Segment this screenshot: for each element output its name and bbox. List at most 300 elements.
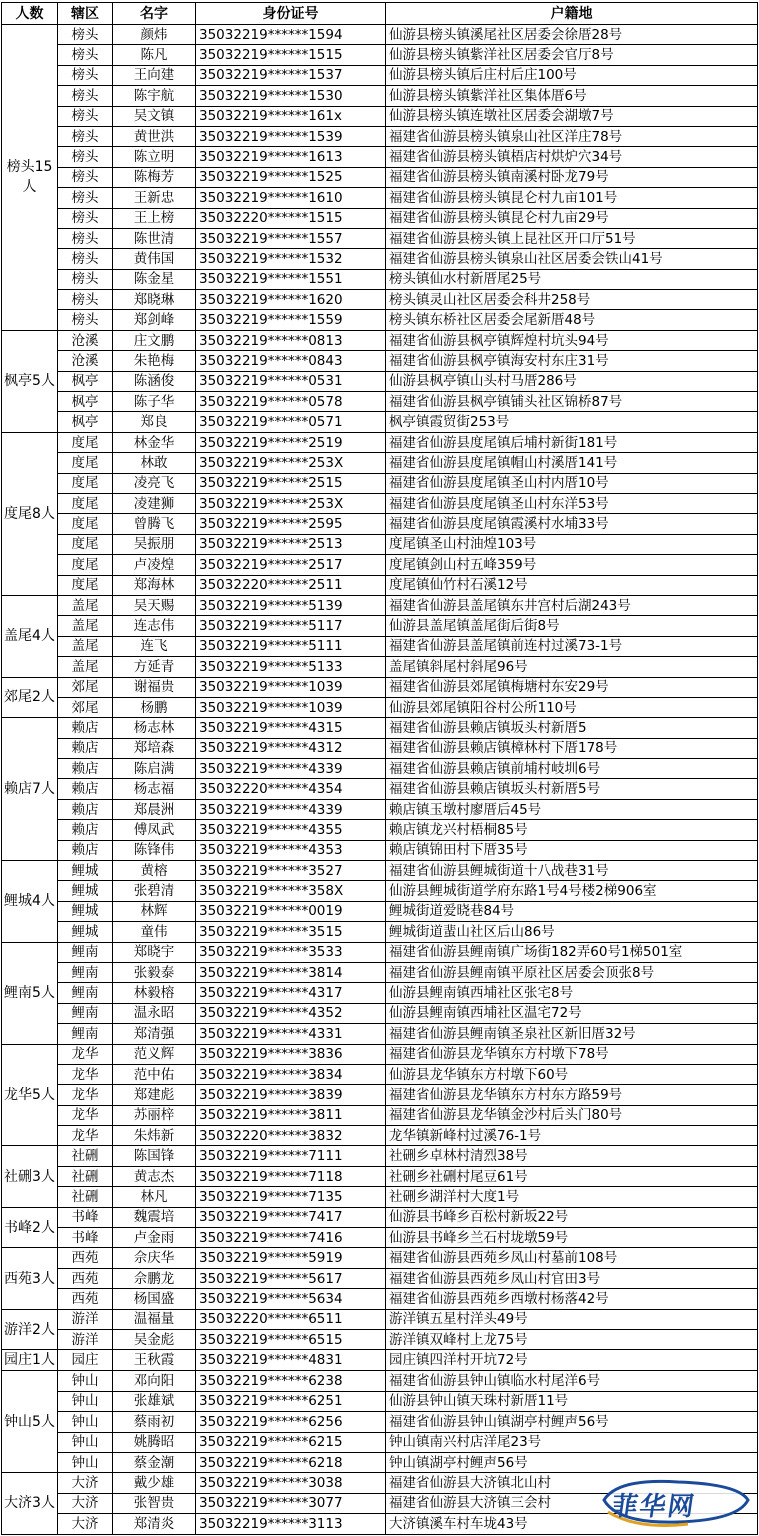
district-cell: 鲤城: [58, 861, 113, 881]
household-cell: 仙游县榜头镇紫洋社区集体厝6号: [386, 86, 758, 106]
table-row: [2, 1126, 758, 1146]
table-row: [2, 1248, 758, 1268]
district-cell: 钟山: [58, 1412, 113, 1432]
table-row: [2, 575, 758, 595]
table-row: [2, 962, 758, 982]
id-number-cell: 35032220******6511: [196, 1309, 386, 1329]
name-cell: 卢凌煌: [113, 555, 196, 575]
district-cell: 榜头: [58, 310, 113, 330]
name-cell: 吴金彪: [113, 1330, 196, 1350]
id-number-cell: 35032219******3038: [196, 1473, 386, 1493]
household-cell: 福建省仙游县钟山镇湖亭村鲤声56号: [386, 1412, 758, 1432]
id-number-cell: 35032219******4331: [196, 1024, 386, 1044]
district-cell: 鲤城: [58, 901, 113, 921]
district-cell: 赖店: [58, 779, 113, 799]
name-cell: 朱艳梅: [113, 351, 196, 371]
district-cell: 龙华: [58, 1044, 113, 1064]
district-cell: 榜头: [58, 188, 113, 208]
district-cell: 鲤南: [58, 942, 113, 962]
household-cell: 福建省仙游县郊尾镇梅塘村东安29号: [386, 677, 758, 697]
table-row: [2, 1105, 758, 1125]
table-row: [2, 208, 758, 228]
table-row: [2, 126, 758, 146]
id-number-cell: 35032219******1537: [196, 65, 386, 85]
table-row: [2, 1228, 758, 1248]
district-cell: 枫亭: [58, 371, 113, 391]
district-cell: 鲤南: [58, 1024, 113, 1044]
name-cell: 郑清炎: [113, 1514, 196, 1534]
table-row: [2, 228, 758, 248]
group-count-cell: 榜头15人: [2, 25, 58, 331]
id-number-cell: 35032219******0813: [196, 330, 386, 350]
table-row: [2, 1371, 758, 1391]
table-row: [2, 738, 758, 758]
id-number-cell: 35032219******6251: [196, 1391, 386, 1411]
name-cell: 郑良: [113, 412, 196, 432]
household-cell: 福建省仙游县龙华镇金沙村后头门80号: [386, 1105, 758, 1125]
id-number-cell: 35032219******3811: [196, 1105, 386, 1125]
table-row: [2, 249, 758, 269]
household-cell: 福建省仙游县龙华镇东方村东方路59号: [386, 1085, 758, 1105]
name-cell: 郑晨洲: [113, 799, 196, 819]
name-cell: 郑晓琳: [113, 290, 196, 310]
name-cell: 卢金雨: [113, 1228, 196, 1248]
household-cell: 仙游县盖尾镇盖尾街后街8号: [386, 616, 758, 636]
id-number-cell: 35032219******4352: [196, 1003, 386, 1023]
district-cell: 园庄: [58, 1350, 113, 1371]
district-cell: 度尾: [58, 432, 113, 452]
household-cell: 仙游县枫亭镇山头村马厝286号: [386, 371, 758, 391]
district-cell: 榜头: [58, 290, 113, 310]
district-cell: 榜头: [58, 249, 113, 269]
table-row: [2, 1330, 758, 1350]
table-row: [2, 677, 758, 697]
id-number-cell: 35032219******1620: [196, 290, 386, 310]
table-row: [2, 1391, 758, 1411]
district-cell: 赖店: [58, 820, 113, 840]
id-number-cell: 35032220******1515: [196, 208, 386, 228]
household-cell: 度尾镇圣山村油煌103号: [386, 534, 758, 554]
id-number-cell: 35032219******3077: [196, 1493, 386, 1513]
name-cell: 王新忠: [113, 188, 196, 208]
group-count-cell: 度尾8人: [2, 432, 58, 595]
id-number-cell: 35032219******5634: [196, 1289, 386, 1309]
table-row: [2, 65, 758, 85]
id-number-cell: 35032219******1039: [196, 677, 386, 697]
id-number-cell: 35032219******1559: [196, 310, 386, 330]
table-row: [2, 453, 758, 473]
household-cell: 福建省仙游县龙华镇东方村墩下78号: [386, 1044, 758, 1064]
id-number-cell: 35032219******6218: [196, 1452, 386, 1472]
household-cell: 福建省仙游县盖尾镇东井宫村后湖243号: [386, 595, 758, 615]
name-cell: 曾腾飞: [113, 514, 196, 534]
household-cell: 仙游县鲤南镇西埔社区温宅72号: [386, 1003, 758, 1023]
table-row: [2, 432, 758, 452]
district-cell: 榜头: [58, 269, 113, 289]
name-cell: 郑剑峰: [113, 310, 196, 330]
district-cell: 龙华: [58, 1105, 113, 1125]
name-cell: 连志伟: [113, 616, 196, 636]
household-cell: 福建省仙游县西苑乡凤山村墓前108号: [386, 1248, 758, 1268]
district-cell: 钟山: [58, 1391, 113, 1411]
name-cell: 陈世清: [113, 228, 196, 248]
table-row: [2, 1187, 758, 1207]
district-cell: 盖尾: [58, 657, 113, 677]
table-row: [2, 1003, 758, 1023]
name-cell: 张智贵: [113, 1493, 196, 1513]
name-cell: 张雄斌: [113, 1391, 196, 1411]
table-row: [2, 779, 758, 799]
table-header: [2, 3, 758, 25]
household-cell: 鲤城街道蜚山社区后山86号: [386, 922, 758, 942]
household-cell: 园庄镇四洋村开坑72号: [386, 1350, 758, 1371]
table-row: [2, 901, 758, 921]
table-row: [2, 657, 758, 677]
name-cell: 林辉: [113, 901, 196, 921]
household-cell: 福建省仙游县榜头镇泉山社区洋庄78号: [386, 126, 758, 146]
household-cell: 福建省仙游县赖店镇坂头村新厝5号: [386, 779, 758, 799]
table-row: [2, 514, 758, 534]
id-number-cell: 35032219******1539: [196, 126, 386, 146]
household-cell: 福建省仙游县西苑乡凤山村官田3号: [386, 1268, 758, 1288]
district-cell: 龙华: [58, 1085, 113, 1105]
header-district: 辖区: [58, 3, 113, 25]
district-cell: 书峰: [58, 1207, 113, 1227]
household-cell: 福建省仙游县鲤南镇平原社区居委会顶张8号: [386, 962, 758, 982]
district-cell: 郊尾: [58, 677, 113, 697]
district-cell: 鲤南: [58, 962, 113, 982]
name-cell: 张毅泰: [113, 962, 196, 982]
household-cell: 福建省仙游县赖店镇前埔村岐圳6号: [386, 759, 758, 779]
name-cell: 范中佑: [113, 1064, 196, 1084]
group-count-cell: 郊尾2人: [2, 677, 58, 718]
household-cell: 钟山镇南兴村店洋尾23号: [386, 1432, 758, 1452]
name-cell: 郑海林: [113, 575, 196, 595]
household-cell: 仙游县龙华镇东方村墩下60号: [386, 1064, 758, 1084]
household-cell: 枫亭镇霞贸街253号: [386, 412, 758, 432]
id-number-cell: 35032219******358X: [196, 881, 386, 901]
id-number-cell: 35032219******0571: [196, 412, 386, 432]
table-row: [2, 881, 758, 901]
district-cell: 榜头: [58, 147, 113, 167]
household-cell: 福建省仙游县度尾镇帽山村溪厝141号: [386, 453, 758, 473]
household-cell: 榜头镇灵山社区居委会科井258号: [386, 290, 758, 310]
name-cell: 郑晓宇: [113, 942, 196, 962]
id-number-cell: 35032219******4317: [196, 983, 386, 1003]
name-cell: 杨鹏: [113, 697, 196, 717]
household-cell: 福建省仙游县度尾镇霞溪村水埔33号: [386, 514, 758, 534]
id-number-cell: 35032219******4353: [196, 840, 386, 860]
name-cell: 吴天赐: [113, 595, 196, 615]
district-cell: 龙华: [58, 1126, 113, 1146]
household-cell: 福建省仙游县大济镇三会村: [386, 1493, 758, 1513]
table-row: [2, 840, 758, 860]
table-row: [2, 351, 758, 371]
name-cell: 佘鹏龙: [113, 1268, 196, 1288]
name-cell: 杨志林: [113, 718, 196, 738]
table-row: [2, 1268, 758, 1288]
name-cell: 陈国锋: [113, 1146, 196, 1166]
household-cell: 福建省仙游县大济镇北山村: [386, 1473, 758, 1493]
name-cell: 方延青: [113, 657, 196, 677]
id-number-cell: 35032219******4339: [196, 799, 386, 819]
id-number-cell: 35032219******7111: [196, 1146, 386, 1166]
district-cell: 郊尾: [58, 697, 113, 717]
table-row: [2, 1432, 758, 1452]
group-count-cell: 书峰2人: [2, 1207, 58, 1248]
table-row: [2, 493, 758, 513]
district-cell: 赖店: [58, 759, 113, 779]
district-cell: 游洋: [58, 1330, 113, 1350]
name-cell: 陈宇航: [113, 86, 196, 106]
household-cell: 仙游县郊尾镇阳谷村公所110号: [386, 697, 758, 717]
table-row: [2, 147, 758, 167]
household-cell: 社硎乡湖洋村大度1号: [386, 1187, 758, 1207]
name-cell: 王向建: [113, 65, 196, 85]
household-cell: 福建省仙游县赖店镇樟林村下厝178号: [386, 738, 758, 758]
table-row: [2, 167, 758, 187]
name-cell: 黄志杰: [113, 1166, 196, 1186]
household-cell: 福建省仙游县榜头镇昆仑村九亩29号: [386, 208, 758, 228]
name-cell: 佘庆华: [113, 1248, 196, 1268]
id-number-cell: 35032219******5111: [196, 636, 386, 656]
name-cell: 朱炜新: [113, 1126, 196, 1146]
name-cell: 陈梅芳: [113, 167, 196, 187]
household-cell: 福建省仙游县鲤城街道十八战巷31号: [386, 861, 758, 881]
name-cell: 邓向阳: [113, 1371, 196, 1391]
district-cell: 赖店: [58, 738, 113, 758]
id-number-cell: 35032219******3533: [196, 942, 386, 962]
district-cell: 书峰: [58, 1228, 113, 1248]
household-cell: 游洋镇五星村洋头49号: [386, 1309, 758, 1329]
household-cell: 仙游县鲤城街道学府东路1号4号楼2梯906室: [386, 881, 758, 901]
district-cell: 沧溪: [58, 330, 113, 350]
name-cell: 颜炜: [113, 25, 196, 45]
district-cell: 榜头: [58, 208, 113, 228]
id-number-cell: 35032220******3832: [196, 1126, 386, 1146]
name-cell: 吴振朋: [113, 534, 196, 554]
table-row: [2, 1412, 758, 1432]
header-count: 人数: [2, 3, 58, 25]
name-cell: 谢福贵: [113, 677, 196, 697]
name-cell: 傅凤武: [113, 820, 196, 840]
id-number-cell: 35032219******7417: [196, 1207, 386, 1227]
table-row: [2, 290, 758, 310]
id-number-cell: 35032219******161x: [196, 106, 386, 126]
table-row: [2, 1350, 758, 1371]
id-number-cell: 35032219******5919: [196, 1248, 386, 1268]
id-number-cell: 35032219******1530: [196, 86, 386, 106]
household-cell: 福建省仙游县盖尾镇前连村过溪73-1号: [386, 636, 758, 656]
table-row: [2, 106, 758, 126]
name-cell: 黄榕: [113, 861, 196, 881]
id-number-cell: 35032219******7118: [196, 1166, 386, 1186]
table-row: [2, 1024, 758, 1044]
name-cell: 陈启满: [113, 759, 196, 779]
id-number-cell: 35032219******6238: [196, 1371, 386, 1391]
name-cell: 连飞: [113, 636, 196, 656]
table-row: [2, 820, 758, 840]
household-cell: 仙游县榜头镇后庄村后庄100号: [386, 65, 758, 85]
district-cell: 鲤南: [58, 983, 113, 1003]
table-row: [2, 188, 758, 208]
id-number-cell: 35032219******4355: [196, 820, 386, 840]
table-row: [2, 595, 758, 615]
district-cell: 西苑: [58, 1268, 113, 1288]
id-number-cell: 35032219******2513: [196, 534, 386, 554]
table-row: [2, 371, 758, 391]
name-cell: 黄世洪: [113, 126, 196, 146]
id-number-cell: 35032219******1532: [196, 249, 386, 269]
table-row: [2, 718, 758, 738]
table-row: [2, 86, 758, 106]
id-number-cell: 35032219******1610: [196, 188, 386, 208]
name-cell: 苏丽梓: [113, 1105, 196, 1125]
household-cell: 仙游县钟山镇天珠村新厝11号: [386, 1391, 758, 1411]
id-number-cell: 35032219******3834: [196, 1064, 386, 1084]
name-cell: 童伟: [113, 922, 196, 942]
household-cell: 大济镇溪车村车垅43号: [386, 1514, 758, 1534]
group-count-cell: 盖尾4人: [2, 595, 58, 677]
household-cell: 福建省仙游县枫亭镇海安村东庄31号: [386, 351, 758, 371]
table-row: [2, 983, 758, 1003]
household-cell: 社硎乡社硎村尾豆61号: [386, 1166, 758, 1186]
household-cell: 赖店镇龙兴村梧桐85号: [386, 820, 758, 840]
id-number-cell: 35032219******2517: [196, 555, 386, 575]
household-cell: 仙游县书峰乡百松村新坂22号: [386, 1207, 758, 1227]
district-cell: 大济: [58, 1514, 113, 1534]
table-row: [2, 1085, 758, 1105]
name-cell: 林金华: [113, 432, 196, 452]
household-cell: 福建省仙游县赖店镇坂头村新厝5: [386, 718, 758, 738]
table-row: [2, 1044, 758, 1064]
district-cell: 榜头: [58, 167, 113, 187]
name-cell: 黄伟国: [113, 249, 196, 269]
table-row: [2, 310, 758, 330]
table-body: [2, 25, 758, 1535]
id-number-cell: 35032219******4315: [196, 718, 386, 738]
header-id-number: 身份证号: [196, 3, 386, 25]
household-cell: 游洋镇双峰村上龙75号: [386, 1330, 758, 1350]
group-count-cell: 枫亭5人: [2, 330, 58, 432]
district-cell: 沧溪: [58, 351, 113, 371]
district-cell: 榜头: [58, 25, 113, 45]
name-cell: 蔡雨初: [113, 1412, 196, 1432]
name-cell: 蔡金潮: [113, 1452, 196, 1472]
district-cell: 赖店: [58, 718, 113, 738]
id-number-cell: 35032219******7416: [196, 1228, 386, 1248]
table-row: [2, 269, 758, 289]
id-number-cell: 35032219******6215: [196, 1432, 386, 1452]
table-row: [2, 330, 758, 350]
household-cell: 龙华镇新峰村过溪76-1号: [386, 1126, 758, 1146]
name-cell: 郑建彪: [113, 1085, 196, 1105]
district-cell: 社硎: [58, 1187, 113, 1207]
group-count-cell: 钟山5人: [2, 1371, 58, 1473]
name-cell: 王上榜: [113, 208, 196, 228]
table-row: [2, 1146, 758, 1166]
group-count-cell: 西苑3人: [2, 1248, 58, 1309]
district-cell: 榜头: [58, 126, 113, 146]
group-count-cell: 社硎3人: [2, 1146, 58, 1207]
household-cell: 仙游县书峰乡兰石村垅墩59号: [386, 1228, 758, 1248]
name-cell: 郑培森: [113, 738, 196, 758]
table-row: [2, 1289, 758, 1309]
household-cell: 福建省仙游县枫亭镇辉煌村坑头94号: [386, 330, 758, 350]
id-number-cell: 35032219******1613: [196, 147, 386, 167]
district-cell: 鲤城: [58, 922, 113, 942]
header-row: [2, 3, 758, 25]
table-row: [2, 922, 758, 942]
name-cell: 庄文鹏: [113, 330, 196, 350]
district-cell: 枫亭: [58, 412, 113, 432]
id-number-cell: 35032219******7135: [196, 1187, 386, 1207]
id-number-cell: 35032219******2519: [196, 432, 386, 452]
table-row: [2, 697, 758, 717]
district-cell: 榜头: [58, 106, 113, 126]
id-number-cell: 35032219******253X: [196, 453, 386, 473]
table-row: [2, 799, 758, 819]
id-number-cell: 35032219******1551: [196, 269, 386, 289]
district-cell: 鲤南: [58, 1003, 113, 1023]
name-cell: 姚腾昭: [113, 1432, 196, 1452]
name-cell: 凌亮飞: [113, 473, 196, 493]
table-row: [2, 45, 758, 65]
household-cell: 福建省仙游县榜头镇梧店村烘炉穴34号: [386, 147, 758, 167]
table-row: [2, 1309, 758, 1329]
table-row: [2, 616, 758, 636]
id-number-cell: 35032219******1515: [196, 45, 386, 65]
table-row: [2, 555, 758, 575]
name-cell: 杨国盛: [113, 1289, 196, 1309]
id-number-cell: 35032220******4354: [196, 779, 386, 799]
household-cell: 福建省仙游县度尾镇圣山村东洋53号: [386, 493, 758, 513]
name-cell: 温永昭: [113, 1003, 196, 1023]
name-cell: 王秋霞: [113, 1350, 196, 1371]
id-number-cell: 35032219******6515: [196, 1330, 386, 1350]
group-count-cell: 龙华5人: [2, 1044, 58, 1146]
household-cell: 仙游县榜头镇溪尾社区居委会徐厝28号: [386, 25, 758, 45]
table-row: [2, 473, 758, 493]
id-number-cell: 35032219******0578: [196, 392, 386, 412]
household-cell: 仙游县榜头镇紫洋社区居委会官厅8号: [386, 45, 758, 65]
household-cell: 福建省仙游县榜头镇昆仑村九亩101号: [386, 188, 758, 208]
group-count-cell: 大济3人: [2, 1473, 58, 1534]
id-number-cell: 35032219******1557: [196, 228, 386, 248]
name-cell: 陈立明: [113, 147, 196, 167]
id-number-cell: 35032219******5133: [196, 657, 386, 677]
id-number-cell: 35032219******3515: [196, 922, 386, 942]
watermark-text: 菲华网: [609, 1492, 698, 1522]
id-number-cell: 35032219******6256: [196, 1412, 386, 1432]
district-cell: 大济: [58, 1473, 113, 1493]
district-cell: 西苑: [58, 1248, 113, 1268]
id-number-cell: 35032219******3527: [196, 861, 386, 881]
district-cell: 赖店: [58, 840, 113, 860]
name-cell: 杨志福: [113, 779, 196, 799]
table-row: [2, 1064, 758, 1084]
name-cell: 戴少雄: [113, 1473, 196, 1493]
household-cell: 仙游县榜头镇连墩社区居委会湖墩7号: [386, 106, 758, 126]
id-number-cell: 35032219******0531: [196, 371, 386, 391]
group-count-cell: 赖店7人: [2, 718, 58, 861]
district-cell: 游洋: [58, 1309, 113, 1329]
table-row: [2, 412, 758, 432]
district-cell: 西苑: [58, 1289, 113, 1309]
district-cell: 度尾: [58, 555, 113, 575]
household-cell: 盖尾镇斜尾村斜尾96号: [386, 657, 758, 677]
id-number-cell: 35032219******5117: [196, 616, 386, 636]
